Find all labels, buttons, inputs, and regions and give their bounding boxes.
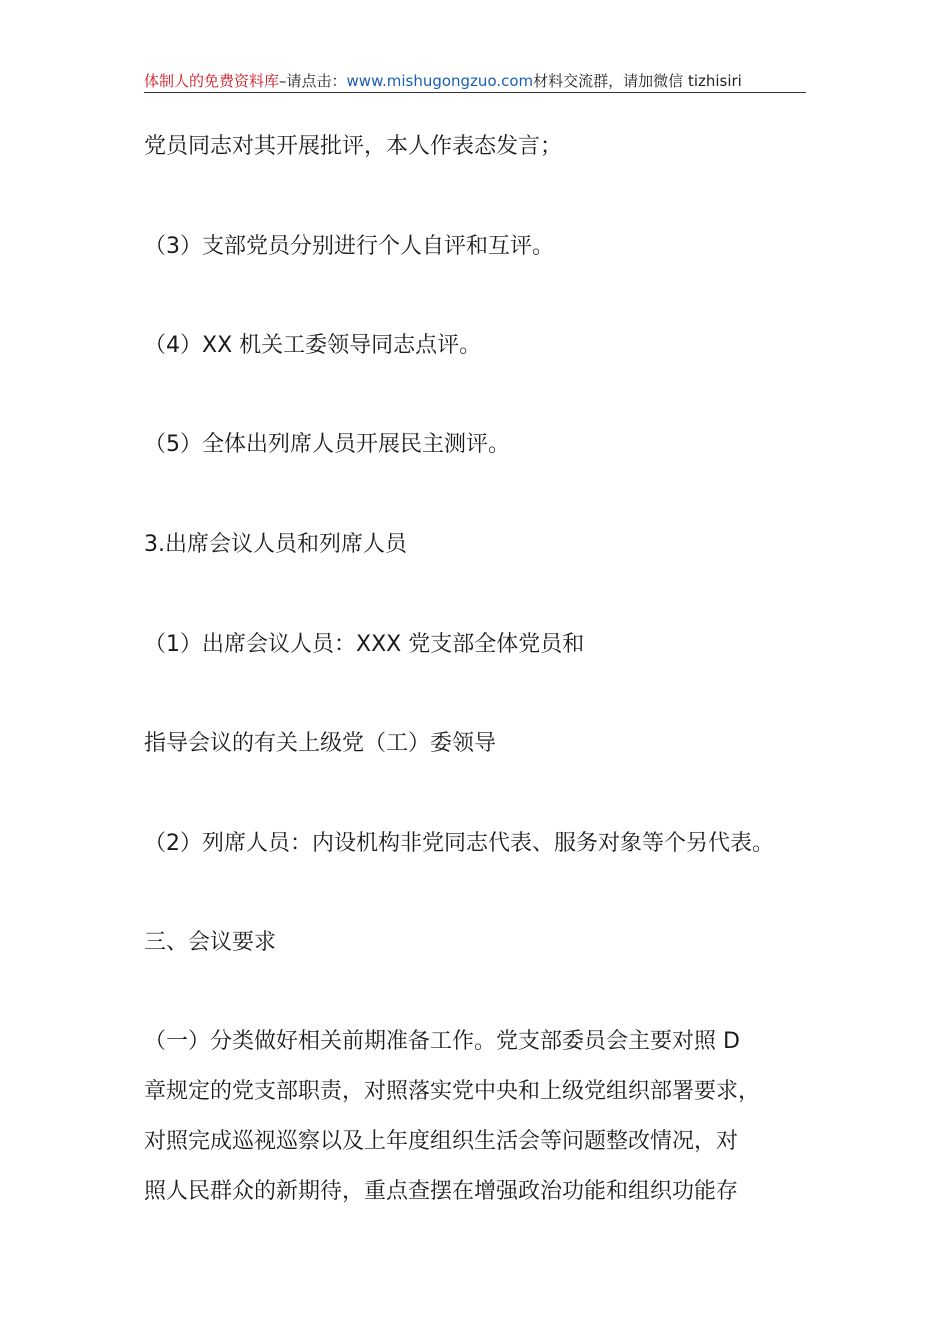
list-item-2: （2）列席人员：内设机构非党同志代表、服务对象等个另代表。 [144,831,774,856]
header-brand: 体制人的免费资料库 [144,72,280,90]
list-item-1: （1）出席会议人员：XXX 党支部全体党员和 [144,632,585,657]
section-heading-requirements: 三、会议要求 [144,930,277,955]
list-item-4: （4）XX 机关工委领导同志点评。 [144,333,482,358]
body-line: 党员同志对其开展批评，本人作表态发言； [144,134,563,159]
header-url-link[interactable]: www.mishugongzuo.com [346,72,534,90]
paragraph-line: 照人民群众的新期待，重点查摆在增强政治功能和组织功能存 [144,1179,739,1204]
section-heading-3: 3.出席会议人员和列席人员 [144,532,407,557]
paragraph-line: （一）分类做好相关前期准备工作。党支部委员会主要对照 D [144,1029,740,1054]
body-line: 指导会议的有关上级党（工）委领导 [144,731,497,756]
header-tail: 材料交流群，请加微信 tizhisiri [533,72,742,90]
paragraph-line: 对照完成巡视巡察以及上年度组织生活会等问题整改情况，对 [144,1129,739,1154]
paragraph-line: 章规定的党支部职责，对照落实党中央和上级党组织部署要求， [144,1079,761,1104]
header-prompt: –请点击： [279,72,347,90]
list-item-5: （5）全体出列席人员开展民主测评。 [144,432,510,457]
list-item-3: （3）支部党员分别进行个人自评和互评。 [144,234,554,259]
page-header [144,70,806,93]
